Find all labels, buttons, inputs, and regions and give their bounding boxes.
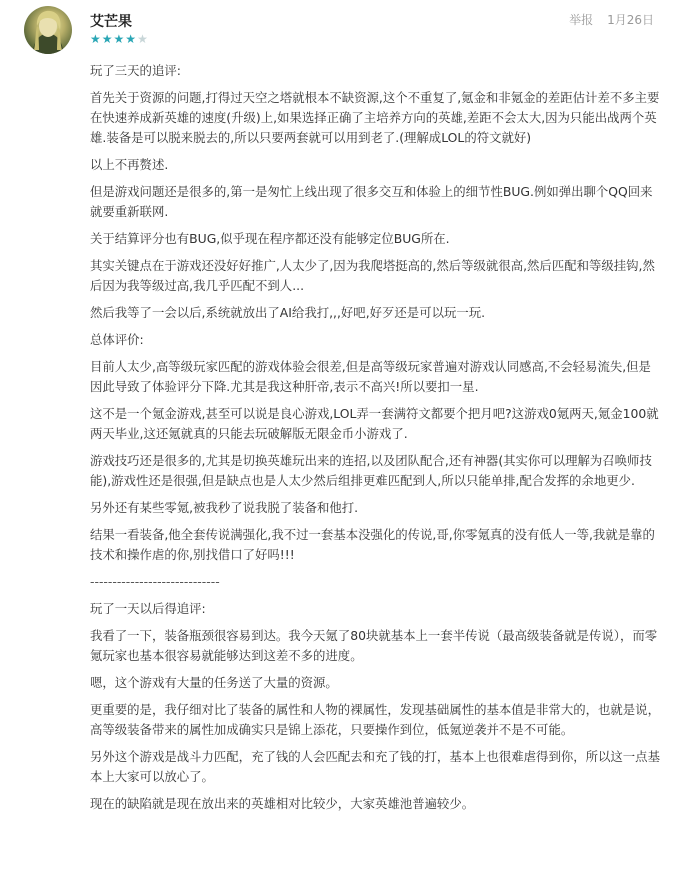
review-paragraph: 现在的缺陷就是现在放出来的英雄相对比较少，大家英雄池普遍较少。	[90, 796, 475, 811]
avatar[interactable]	[24, 6, 72, 54]
review-paragraph: 但是游戏问题还是很多的,第一是匆忙上线出现了很多交互和体验上的细节性BUG.例如弹出聊个QQ回来就要重新联网.	[90, 184, 653, 219]
username[interactable]: 艾芒果	[90, 14, 132, 30]
review-paragraph: 玩了三天的追评:	[90, 63, 181, 78]
review-paragraph: 嗯，这个游戏有大量的任务送了大量的资源。	[90, 675, 338, 690]
review-body	[90, 61, 662, 821]
avatar-image	[24, 6, 72, 54]
review-paragraph: 以上不再赘述.	[90, 157, 169, 172]
review-paragraph: 另外还有某些零氪,被我秒了说我脱了装备和他打.	[90, 500, 359, 515]
review-date: 1月26日	[607, 13, 654, 27]
review-paragraph: 我看了一下，装备瓶颈很容易到达。我今天氪了80块就基本上一套半传说（最高级装备就是传说），而零氪玩家也基本很容易就能够达到这差不多的进度。	[90, 628, 658, 663]
review-paragraph: 目前人太少,高等级玩家匹配的游戏体验会很差,但是高等级玩家普遍对游戏认同感高,不会轻易流失,但是因此导致了体验评分下降.尤其是我这种肝帝,表示不高兴!所以要扣一星.	[90, 359, 651, 394]
star-filled-icon: ★	[125, 32, 138, 46]
review-meta	[569, 11, 654, 28]
review-paragraph: 游戏技巧还是很多的,尤其是切换英雄玩出来的连招,以及团队配合,还有神器(其实你可以理解为召唤师技能),游戏性还是很强,但是缺点也是人太少然后组排更难匹配到人,所以只能单排,配合发挥的余地更少.	[90, 453, 652, 488]
review-paragraph: 关于结算评分也有BUG,似乎现在程序都还没有能够定位BUG所在.	[90, 231, 450, 246]
review-paragraph: 首先关于资源的问题,打得过天空之塔就根本不缺资源,这个不重复了,氪金和非氪金的差距估计差不多主要在快速养成新英雄的速度(升级)上,如果选择正确了主培养方向的英雄,差距不会太大,因为只能出战两个英雄.装备是可以脱来脱去的,所以只要两套就可以用到老了.(理解成LOL的符文就好)	[90, 90, 660, 145]
review-paragraph: 这不是一个氪金游戏,甚至可以说是良心游戏,LOL弄一套满符文都要个把月吧?这游戏0氪两天,氪金100就两天毕业,这还氪就真的只能去玩破解版无限金币小游戏了.	[90, 406, 659, 441]
report-link[interactable]: 举报	[569, 13, 594, 27]
review-paragraph: 结果一看装备,他全套传说满强化,我不过一套基本没强化的传说,哥,你零氪真的没有低人一等,我就是靠的技术和操作虐的你,别找借口了好吗!!!	[90, 527, 655, 562]
rating-stars	[90, 32, 149, 46]
star-filled-icon: ★	[90, 32, 102, 46]
review-paragraph: 然后我等了一会以后,系统就放出了AI给我打,,,好吧,好歹还是可以玩一玩.	[90, 305, 486, 320]
review-paragraph: 玩了一天以后得追评:	[90, 601, 206, 616]
review-paragraph: 其实关键点在于游戏还没好好推广,人太少了,因为我爬塔挺高的,然后等级就很高,然后匹配和等级挂钩,然后因为我等级过高,我几乎匹配不到人...	[90, 258, 655, 293]
star-empty-icon: ★	[137, 32, 149, 46]
review-paragraph: 总体评价:	[90, 332, 144, 347]
star-filled-icon: ★	[113, 32, 126, 46]
star-filled-icon: ★	[101, 32, 114, 46]
review-paragraph: 另外这个游戏是战斗力匹配，充了钱的人会匹配去和充了钱的打，基本上也很难虐得到你，所以这一点基本上大家可以放心了。	[90, 749, 660, 784]
section-divider: -----------------------------	[90, 574, 220, 589]
review-paragraph: 更重要的是，我仔细对比了装备的属性和人物的裸属性，发现基础属性的基本值是非常大的，也就是说，高等级装备带来的属性加成确实只是锦上添花，只要操作到位，低氪逆袭并不是不可能。	[90, 702, 660, 737]
